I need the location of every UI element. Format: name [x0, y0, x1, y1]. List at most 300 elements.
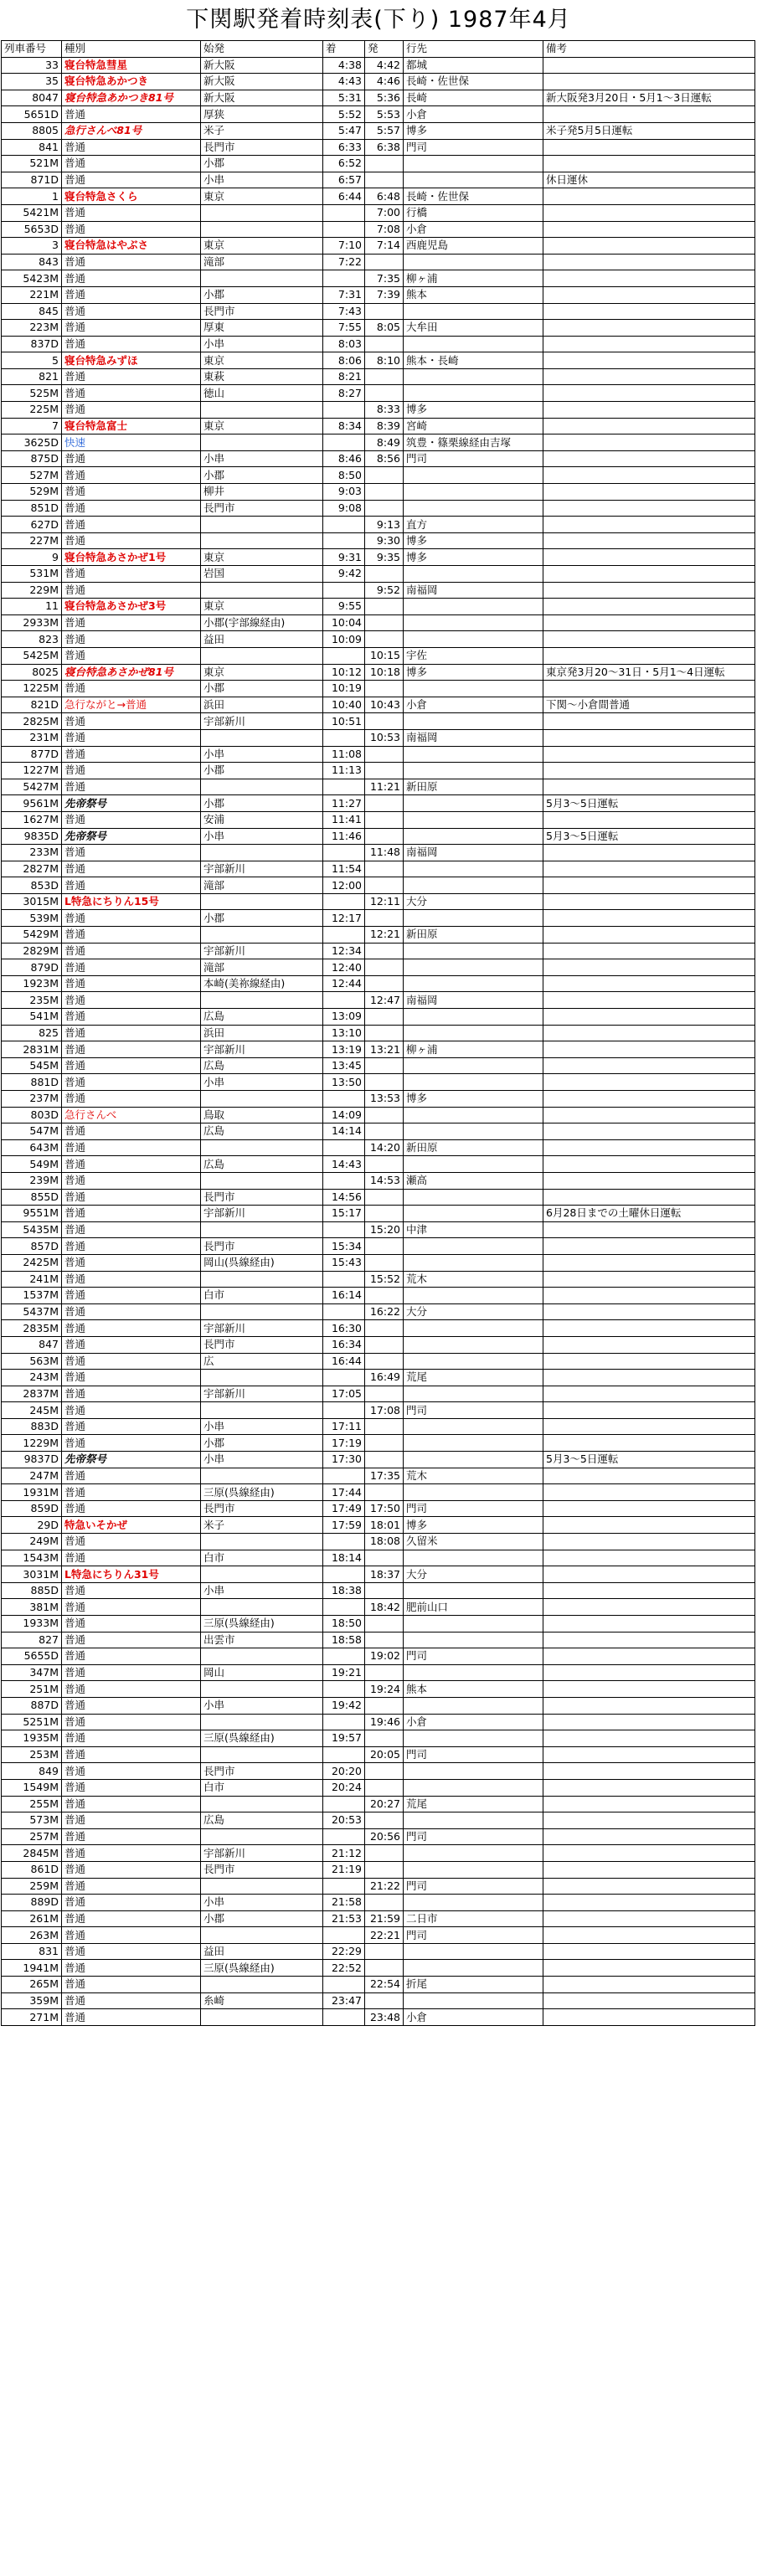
destination-cell: [404, 1895, 543, 1911]
origin-cell: [201, 1566, 323, 1583]
destination-cell: 南福岡: [404, 729, 543, 746]
departure-cell: [365, 1206, 404, 1222]
origin-cell: 小郡: [201, 763, 323, 779]
train-type-cell: 普通: [62, 1992, 201, 2009]
destination-cell: 小倉: [404, 2009, 543, 2026]
train-type-cell: 普通: [62, 270, 201, 287]
destination-cell: 長崎・佐世保: [404, 74, 543, 90]
train-type-cell: 普通: [62, 1139, 201, 1156]
table-row: [2, 893, 755, 910]
table-row: [2, 320, 755, 337]
arrival-cell: [323, 779, 365, 795]
origin-cell: [201, 517, 323, 533]
destination-cell: [404, 1845, 543, 1862]
note-cell: [543, 1303, 755, 1320]
train-type-cell: 普通: [62, 1861, 201, 1878]
train-number-cell: 883D: [2, 1418, 62, 1435]
origin-cell: 益田: [201, 631, 323, 648]
destination-cell: 博多: [404, 532, 543, 549]
train-number-cell: 2831M: [2, 1041, 62, 1058]
origin-cell: 徳山: [201, 385, 323, 402]
destination-cell: 門司: [404, 1828, 543, 1845]
table-row: [2, 729, 755, 746]
origin-cell: 長門市: [201, 1336, 323, 1353]
arrival-cell: 21:53: [323, 1910, 365, 1927]
train-type-cell: 快速: [62, 434, 201, 451]
note-cell: [543, 434, 755, 451]
train-type-cell: 普通: [62, 1303, 201, 1320]
departure-cell: 18:01: [365, 1517, 404, 1534]
arrival-cell: 7:31: [323, 286, 365, 303]
origin-cell: [201, 2009, 323, 2026]
table-row: [2, 614, 755, 631]
train-number-cell: 7: [2, 418, 62, 434]
train-number-cell: 1931M: [2, 1484, 62, 1501]
destination-cell: 博多: [404, 402, 543, 419]
departure-cell: [365, 1353, 404, 1370]
origin-cell: 広島: [201, 1057, 323, 1074]
train-type-cell: 普通: [62, 1254, 201, 1271]
train-type-cell: 普通: [62, 763, 201, 779]
departure-cell: [365, 1664, 404, 1681]
destination-cell: [404, 1336, 543, 1353]
table-row: [2, 500, 755, 517]
departure-cell: [365, 1452, 404, 1468]
origin-cell: 厚狭: [201, 106, 323, 123]
destination-cell: [404, 1320, 543, 1337]
origin-cell: 安浦: [201, 811, 323, 828]
origin-cell: [201, 927, 323, 944]
departure-cell: [365, 1435, 404, 1452]
train-type-cell: 普通: [62, 286, 201, 303]
departure-cell: 5:57: [365, 122, 404, 139]
arrival-cell: 16:14: [323, 1288, 365, 1304]
train-type-cell: 普通: [62, 1977, 201, 1993]
table-row: [2, 1254, 755, 1271]
table-row: [2, 1402, 755, 1419]
origin-cell: [201, 402, 323, 419]
arrival-cell: 8:06: [323, 352, 365, 369]
destination-cell: [404, 811, 543, 828]
note-cell: [543, 1041, 755, 1058]
origin-cell: 柳井: [201, 484, 323, 501]
arrival-cell: 12:17: [323, 910, 365, 927]
table-row: [2, 1878, 755, 1895]
origin-cell: 小串: [201, 1452, 323, 1468]
note-cell: [543, 1484, 755, 1501]
destination-cell: 博多: [404, 664, 543, 681]
arrival-cell: [323, 1303, 365, 1320]
arrival-cell: [323, 1977, 365, 1993]
arrival-cell: 22:52: [323, 1960, 365, 1977]
train-type-cell: 普通: [62, 1189, 201, 1206]
train-type-cell: 普通: [62, 943, 201, 959]
departure-cell: 8:05: [365, 320, 404, 337]
arrival-cell: 9:55: [323, 599, 365, 615]
note-cell: [543, 1861, 755, 1878]
train-number-cell: 11: [2, 599, 62, 615]
note-cell: [543, 517, 755, 533]
train-number-cell: 2825M: [2, 713, 62, 730]
departure-cell: [365, 1025, 404, 1041]
origin-cell: [201, 729, 323, 746]
train-type-cell: 普通: [62, 1664, 201, 1681]
train-number-cell: 223M: [2, 320, 62, 337]
origin-cell: 小郡: [201, 286, 323, 303]
train-number-cell: 531M: [2, 566, 62, 583]
train-type-cell: 普通: [62, 1156, 201, 1173]
note-cell: [543, 1599, 755, 1616]
train-number-cell: 527M: [2, 467, 62, 484]
table-row: [2, 156, 755, 172]
destination-cell: 柳ヶ浦: [404, 270, 543, 287]
train-type-cell: 普通: [62, 1960, 201, 1977]
table-row: [2, 1435, 755, 1452]
departure-cell: [365, 1057, 404, 1074]
table-row: [2, 270, 755, 287]
arrival-cell: 4:38: [323, 57, 365, 74]
arrival-cell: 22:29: [323, 1943, 365, 1960]
note-cell: [543, 1812, 755, 1829]
departure-cell: [365, 1009, 404, 1026]
note-cell: [543, 566, 755, 583]
departure-cell: 21:22: [365, 1878, 404, 1895]
train-number-cell: 881D: [2, 1074, 62, 1091]
train-type-cell: 寝台特急あさかぜ81号: [62, 664, 201, 681]
destination-cell: 門司: [404, 1746, 543, 1763]
destination-cell: [404, 631, 543, 648]
arrival-cell: [323, 845, 365, 861]
train-number-cell: 3625D: [2, 434, 62, 451]
table-row: [2, 352, 755, 369]
note-cell: 5月3～5日運転: [543, 1452, 755, 1468]
arrival-cell: 4:43: [323, 74, 365, 90]
departure-cell: [365, 467, 404, 484]
destination-cell: 大牟田: [404, 320, 543, 337]
train-type-cell: 普通: [62, 1500, 201, 1517]
train-type-cell: 寝台特急あかつき81号: [62, 90, 201, 106]
destination-cell: [404, 467, 543, 484]
train-number-cell: 1627M: [2, 811, 62, 828]
header-type: 種別: [62, 41, 201, 58]
table-row: [2, 1452, 755, 1468]
departure-cell: 9:30: [365, 532, 404, 549]
departure-cell: [365, 1074, 404, 1091]
table-row: [2, 238, 755, 255]
table-row: [2, 566, 755, 583]
destination-cell: 熊本・長崎: [404, 352, 543, 369]
train-number-cell: 221M: [2, 286, 62, 303]
train-number-cell: 563M: [2, 1353, 62, 1370]
departure-cell: 19:02: [365, 1648, 404, 1665]
note-cell: [543, 1714, 755, 1730]
origin-cell: 小串: [201, 1582, 323, 1599]
destination-cell: 博多: [404, 122, 543, 139]
destination-cell: [404, 1254, 543, 1271]
origin-cell: 小郡(宇部線経由): [201, 614, 323, 631]
arrival-cell: 7:43: [323, 303, 365, 320]
train-number-cell: 879D: [2, 959, 62, 976]
origin-cell: 小郡: [201, 467, 323, 484]
note-cell: [543, 286, 755, 303]
train-type-cell: 普通: [62, 1910, 201, 1927]
note-cell: [543, 1664, 755, 1681]
train-number-cell: 573M: [2, 1812, 62, 1829]
destination-cell: [404, 1632, 543, 1648]
destination-cell: [404, 336, 543, 352]
train-number-cell: 241M: [2, 1271, 62, 1288]
origin-cell: 小串: [201, 1697, 323, 1714]
train-type-cell: 普通: [62, 927, 201, 944]
departure-cell: [365, 1156, 404, 1173]
train-number-cell: 5651D: [2, 106, 62, 123]
origin-cell: 新大阪: [201, 57, 323, 74]
table-row: [2, 975, 755, 992]
train-type-cell: 普通: [62, 204, 201, 221]
note-cell: 下関～小倉間普通: [543, 697, 755, 713]
arrival-cell: 7:55: [323, 320, 365, 337]
train-type-cell: 寝台特急富士: [62, 418, 201, 434]
note-cell: [543, 861, 755, 877]
departure-cell: 13:53: [365, 1091, 404, 1108]
train-type-cell: 普通: [62, 1041, 201, 1058]
origin-cell: 東京: [201, 549, 323, 566]
destination-cell: [404, 959, 543, 976]
departure-cell: 21:59: [365, 1910, 404, 1927]
header-notes: 備考: [543, 41, 755, 58]
origin-cell: 米子: [201, 1517, 323, 1534]
destination-cell: [404, 1484, 543, 1501]
note-cell: [543, 1534, 755, 1550]
destination-cell: [404, 763, 543, 779]
train-number-cell: 265M: [2, 1977, 62, 1993]
note-cell: [543, 845, 755, 861]
note-cell: [543, 746, 755, 763]
arrival-cell: [323, 270, 365, 287]
origin-cell: 東京: [201, 238, 323, 255]
train-type-cell: L特急にちりん15号: [62, 893, 201, 910]
table-row: [2, 368, 755, 385]
train-type-cell: 普通: [62, 1172, 201, 1189]
origin-cell: 長門市: [201, 1500, 323, 1517]
origin-cell: 広: [201, 1353, 323, 1370]
arrival-cell: 17:19: [323, 1435, 365, 1452]
departure-cell: 19:24: [365, 1681, 404, 1698]
destination-cell: [404, 484, 543, 501]
destination-cell: [404, 385, 543, 402]
arrival-cell: 8:34: [323, 418, 365, 434]
origin-cell: 小串: [201, 828, 323, 845]
departure-cell: 10:15: [365, 647, 404, 664]
destination-cell: [404, 1452, 543, 1468]
note-cell: [543, 713, 755, 730]
note-cell: [543, 303, 755, 320]
origin-cell: [201, 845, 323, 861]
train-number-cell: 1227M: [2, 763, 62, 779]
page-title: 下関駅発着時刻表(下り) 1987年4月: [186, 7, 571, 33]
table-row: [2, 57, 755, 74]
table-row: [2, 1681, 755, 1698]
train-type-cell: 普通: [62, 1484, 201, 1501]
table-row: [2, 1386, 755, 1402]
arrival-cell: 8:50: [323, 467, 365, 484]
destination-cell: [404, 172, 543, 188]
train-type-cell: 普通: [62, 336, 201, 352]
arrival-cell: [323, 1091, 365, 1108]
origin-cell: 東京: [201, 188, 323, 205]
note-cell: [543, 1550, 755, 1566]
train-type-cell: 普通: [62, 139, 201, 156]
destination-cell: [404, 795, 543, 812]
table-row: [2, 1943, 755, 1960]
train-type-cell: 普通: [62, 1074, 201, 1091]
table-row: [2, 172, 755, 188]
table-row: [2, 1927, 755, 1944]
destination-cell: 大分: [404, 893, 543, 910]
origin-cell: 長門市: [201, 1861, 323, 1878]
train-type-cell: 普通: [62, 1370, 201, 1386]
train-type-cell: 普通: [62, 156, 201, 172]
destination-cell: [404, 1123, 543, 1140]
note-cell: [543, 681, 755, 697]
train-type-cell: 普通: [62, 1386, 201, 1402]
destination-cell: 折尾: [404, 1977, 543, 1993]
train-type-cell: 普通: [62, 1828, 201, 1845]
train-number-cell: 539M: [2, 910, 62, 927]
origin-cell: 浜田: [201, 1025, 323, 1041]
arrival-cell: [323, 1139, 365, 1156]
departure-cell: 6:38: [365, 139, 404, 156]
train-type-cell: 普通: [62, 1320, 201, 1337]
origin-cell: [201, 647, 323, 664]
note-cell: [543, 1960, 755, 1977]
destination-cell: [404, 368, 543, 385]
train-number-cell: 1933M: [2, 1616, 62, 1632]
departure-cell: 22:54: [365, 1977, 404, 1993]
note-cell: [543, 1370, 755, 1386]
departure-cell: [365, 1616, 404, 1632]
train-number-cell: 821: [2, 368, 62, 385]
train-type-cell: 普通: [62, 1123, 201, 1140]
arrival-cell: 20:20: [323, 1763, 365, 1780]
origin-cell: [201, 1139, 323, 1156]
origin-cell: 長門市: [201, 1763, 323, 1780]
note-cell: [543, 1320, 755, 1337]
table-row: [2, 845, 755, 861]
note-cell: [543, 1091, 755, 1108]
note-cell: [543, 729, 755, 746]
destination-cell: 南福岡: [404, 845, 543, 861]
origin-cell: 小串: [201, 1418, 323, 1435]
departure-cell: 12:47: [365, 992, 404, 1009]
note-cell: [543, 1566, 755, 1583]
table-row: [2, 221, 755, 238]
origin-cell: 広島: [201, 1812, 323, 1829]
destination-cell: 門司: [404, 450, 543, 467]
arrival-cell: [323, 402, 365, 419]
train-number-cell: 3: [2, 238, 62, 255]
table-row: [2, 1616, 755, 1632]
destination-cell: 門司: [404, 1648, 543, 1665]
destination-cell: [404, 1074, 543, 1091]
destination-cell: 荒木: [404, 1468, 543, 1484]
train-number-cell: 8025: [2, 664, 62, 681]
destination-cell: [404, 1156, 543, 1173]
table-row: [2, 1484, 755, 1501]
destination-cell: 小倉: [404, 1714, 543, 1730]
train-number-cell: 239M: [2, 1172, 62, 1189]
arrival-cell: [323, 582, 365, 599]
table-row: [2, 1534, 755, 1550]
arrival-cell: 9:42: [323, 566, 365, 583]
note-cell: [543, 532, 755, 549]
train-number-cell: 877D: [2, 746, 62, 763]
arrival-cell: 13:50: [323, 1074, 365, 1091]
note-cell: [543, 1582, 755, 1599]
departure-cell: 17:35: [365, 1468, 404, 1484]
train-number-cell: 271M: [2, 2009, 62, 2026]
origin-cell: 白市: [201, 1550, 323, 1566]
table-row: [2, 1221, 755, 1238]
origin-cell: [201, 1221, 323, 1238]
origin-cell: [201, 1172, 323, 1189]
train-type-cell: 普通: [62, 1763, 201, 1780]
origin-cell: 新大阪: [201, 90, 323, 106]
train-number-cell: 847: [2, 1336, 62, 1353]
arrival-cell: 20:53: [323, 1812, 365, 1829]
departure-cell: [365, 811, 404, 828]
departure-cell: 7:35: [365, 270, 404, 287]
note-cell: [543, 156, 755, 172]
train-number-cell: 243M: [2, 1370, 62, 1386]
train-number-cell: 2425M: [2, 1254, 62, 1271]
departure-cell: [365, 713, 404, 730]
train-type-cell: 寝台特急あかつき: [62, 74, 201, 90]
train-number-cell: 8047: [2, 90, 62, 106]
train-number-cell: 257M: [2, 1828, 62, 1845]
note-cell: [543, 106, 755, 123]
train-number-cell: 803D: [2, 1107, 62, 1123]
train-number-cell: 259M: [2, 1878, 62, 1895]
train-type-cell: 普通: [62, 368, 201, 385]
train-number-cell: 825: [2, 1025, 62, 1041]
arrival-cell: 10:04: [323, 614, 365, 631]
departure-cell: 13:21: [365, 1041, 404, 1058]
train-number-cell: 9837D: [2, 1452, 62, 1468]
train-type-cell: 普通: [62, 385, 201, 402]
departure-cell: 9:35: [365, 549, 404, 566]
departure-cell: [365, 1386, 404, 1402]
arrival-cell: [323, 1402, 365, 1419]
header-departure: 発: [365, 41, 404, 58]
table-row: [2, 418, 755, 434]
table-row: [2, 664, 755, 681]
departure-cell: [365, 1632, 404, 1648]
table-row: [2, 1139, 755, 1156]
arrival-cell: [323, 1828, 365, 1845]
destination-cell: [404, 1057, 543, 1074]
origin-cell: 岩国: [201, 566, 323, 583]
departure-cell: [365, 1288, 404, 1304]
origin-cell: [201, 1370, 323, 1386]
departure-cell: 5:36: [365, 90, 404, 106]
departure-cell: [365, 1812, 404, 1829]
train-number-cell: 33: [2, 57, 62, 74]
train-number-cell: 9561M: [2, 795, 62, 812]
note-cell: [543, 1796, 755, 1812]
departure-cell: [365, 631, 404, 648]
train-number-cell: 5437M: [2, 1303, 62, 1320]
